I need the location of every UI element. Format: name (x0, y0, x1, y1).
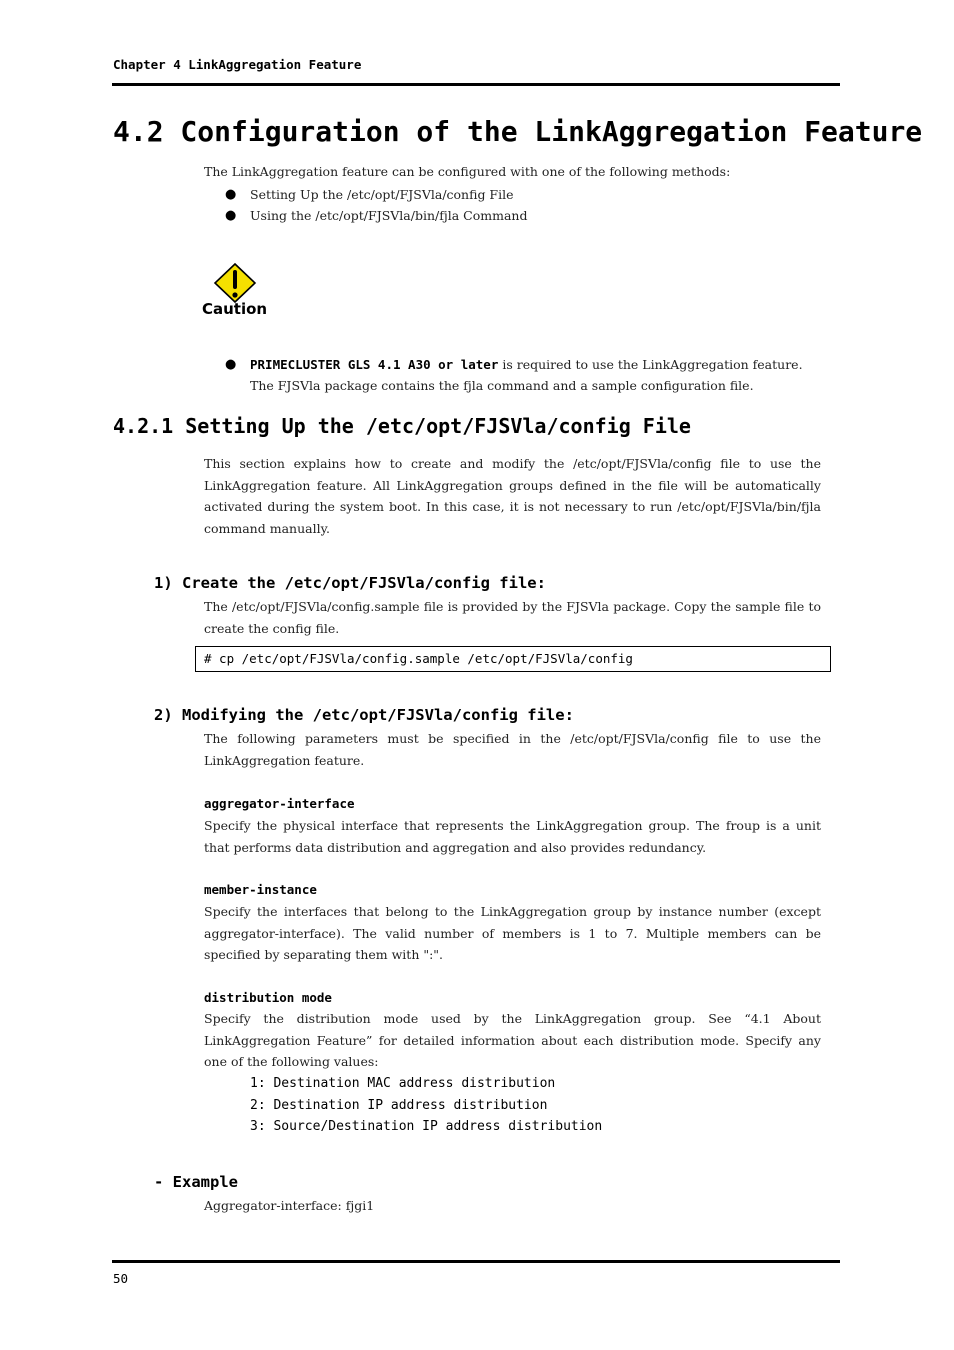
footer-rule (112, 1260, 840, 1263)
param-name: aggregator-interface (204, 796, 355, 811)
section-intro: The LinkAggregation feature can be configured with one of the following methods: (204, 164, 731, 179)
subsection-title: 4.2.1 Setting Up the /etc/opt/FJSVla/config File (113, 414, 691, 438)
example-title: - Example (154, 1173, 238, 1191)
caution-requirement-bold: PRIMECLUSTER GLS 4.1 A30 or later (250, 357, 499, 372)
method-text: Setting Up the /etc/opt/FJSVla/config File (250, 187, 514, 202)
method-text: Using the /etc/opt/FJSVla/bin/fjla Command (250, 208, 528, 223)
example-line: Aggregator-interface: fjgi1 (204, 1198, 375, 1213)
param-desc: Specify the distribution mode used by the LinkAggregation group. See “4.1 About LinkAggregation Feature” for detailed information about each distribution mode. Specify any one of the following values: (204, 1011, 821, 1070)
mode-item: 1: Destination MAC address distribution (250, 1076, 556, 1091)
param-desc: Specify the interfaces that belong to the LinkAggregation group by instance number (except aggregator-interface). The valid number of members is 1 to 7. Multiple members can be specified by separating them with ":". (204, 904, 821, 963)
command-text: # cp /etc/opt/FJSVla/config.sample /etc/opt/FJSVla/config (204, 651, 633, 666)
bullet-icon: ● (225, 208, 237, 223)
section-title: 4.2 Configuration of the LinkAggregation Feature (113, 115, 923, 148)
caution-item (225, 354, 803, 375)
running-header: Chapter 4 LinkAggregation Feature (113, 57, 362, 72)
param-desc: Specify the physical interface that represents the LinkAggregation group. The froup is a unit that performs data distribution and aggregation and also provides redundancy. (204, 818, 821, 855)
mode-item: 2: Destination IP address distribution (250, 1098, 548, 1113)
param-name: member-instance (204, 882, 317, 897)
step1-text: The /etc/opt/FJSVla/config.sample file is provided by the FJSVla package. Copy the sample file to create the config file. (204, 599, 821, 636)
caution-package-note: The FJSVla package contains the fjla command and a sample configuration file. (250, 378, 754, 393)
caution-requirement-rest: is required to use the LinkAggregation feature. (498, 357, 803, 372)
bullet-icon: ● (225, 187, 237, 202)
bullet-icon: ● (225, 357, 237, 372)
caution-block (202, 262, 272, 322)
method-item (225, 205, 528, 226)
step2-title: 2) Modifying the /etc/opt/FJSVla/config file: (154, 706, 574, 724)
step2-text: The following parameters must be specified in the /etc/opt/FJSVla/config file to use the LinkAggregation feature. (204, 731, 821, 768)
caution-label: Caution (202, 300, 268, 318)
mode-item: 3: Source/Destination IP address distribution (250, 1119, 603, 1134)
method-item (225, 184, 514, 205)
subsection-intro: This section explains how to create and modify the /etc/opt/FJSVla/config file to use the LinkAggregation feature. All LinkAggregation groups defined in the file will be automatically activated during the system boot. In this case, it is not necessary to run /etc/opt/FJSVla/bin/fjla command manually. (204, 456, 821, 536)
command-box (195, 646, 831, 672)
header-rule (112, 83, 840, 86)
page-number: 50 (113, 1271, 129, 1286)
param-name: distribution mode (204, 990, 332, 1005)
step1-title: 1) Create the /etc/opt/FJSVla/config file: (154, 574, 546, 592)
